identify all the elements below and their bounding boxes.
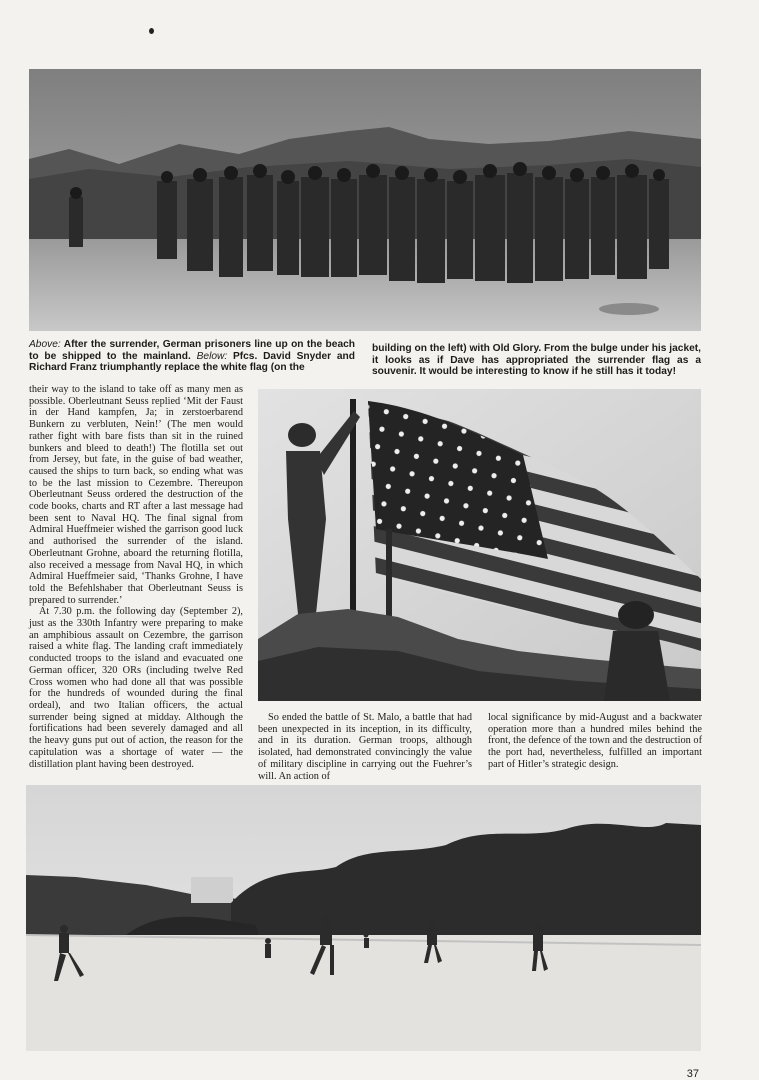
printed-dot [149, 28, 154, 34]
paragraph-strategic-design: local significance by mid-August and a backwater operation more than a hundred miles behind the front, the defence of the town and the destruction of the port had, nevertheless, fulfilled an important part of Hitler’s strategic design. [488, 712, 702, 770]
photo-caption-right: building on the left) with Old Glory. From the bulge under his jacket, it looks as if Dave has appropriated the surrender flag as a souvenir. It would be interesting to know if he still has it today! [372, 343, 701, 378]
photo-beach-today [26, 785, 701, 1051]
paragraph-battle-ended: So ended the battle of St. Malo, a battle that had been unexpected in its inception, in its difficulty, and in its duration. German troops, although isolated, had demonstrated convincingly the value of military discipline in carrying out the Fuehrer’s will. An action of [258, 712, 472, 782]
caption-text-below: Pfcs. David Snyder and Richard Franz triumphantly replace the white flag (on the [29, 350, 355, 374]
photo-caption-left [29, 339, 355, 374]
photo-prisoners-on-beach [29, 69, 701, 331]
caption-lead-above: Above: [29, 339, 61, 350]
article-column-left [29, 384, 243, 770]
photo-raising-old-glory [258, 389, 701, 701]
article-column-middle [258, 712, 472, 782]
caption-lead-below: Below: [196, 350, 228, 362]
page-number: 37 [686, 1068, 699, 1080]
paragraph-flotilla: their way to the island to take off as many men as possible. Oberleutnant Seuss replied ‘Mit der Faust in der Hand kampfen, Ja; in zerstoerbarend Bunkern zu verbluten, Nein!’ (The men would rather fight with bare fists than sit in the ruined bunkers and bleed to death!) The flotilla set out from Jersey, but fate, in the guise of bad weather, caused the ships to turn back, so ending what was to be the last mission to Cezembre. Thereupon Oberleutnant Seuss ordered the destruction of the code books, charts and RT after a last message had been sent to Naval HQ. The final signal from Admiral Hueffmeier wished the garrison good luck and authorised the surrender of the island. Oberleutnant Grohne, aboard the returning flotilla, also received a message from Naval HQ, in which Admiral Hueffmeier said, ‘Thanks Grohne, I have told the Befehlshaber that Oberleutnant Seuss is prepared to surrender.’ [29, 384, 243, 606]
article-column-right [488, 712, 702, 771]
paragraph-surrender: At 7.30 p.m. the following day (September 2), just as the 330th Infantry were preparing to make an amphibious assault on Cezembre, the garrison raised a white flag. The landing craft immediately conducted troops to the island and evacuated one German officer, 320 ORs (including twelve Red Cross women who had done all that was possible for the hundreds of wounded during the final ordeal), and two Italian officers, the actual surrender being signed at midday. Although the fortifications had been severely damaged and all the heavy guns put out of action, the reason for the capitulation was a shortage of water — the distillation plant having been destroyed. [29, 606, 243, 770]
caption-text-above: After the surrender, German prisoners line up on the beach to be shipped to the mainland. [29, 339, 355, 362]
